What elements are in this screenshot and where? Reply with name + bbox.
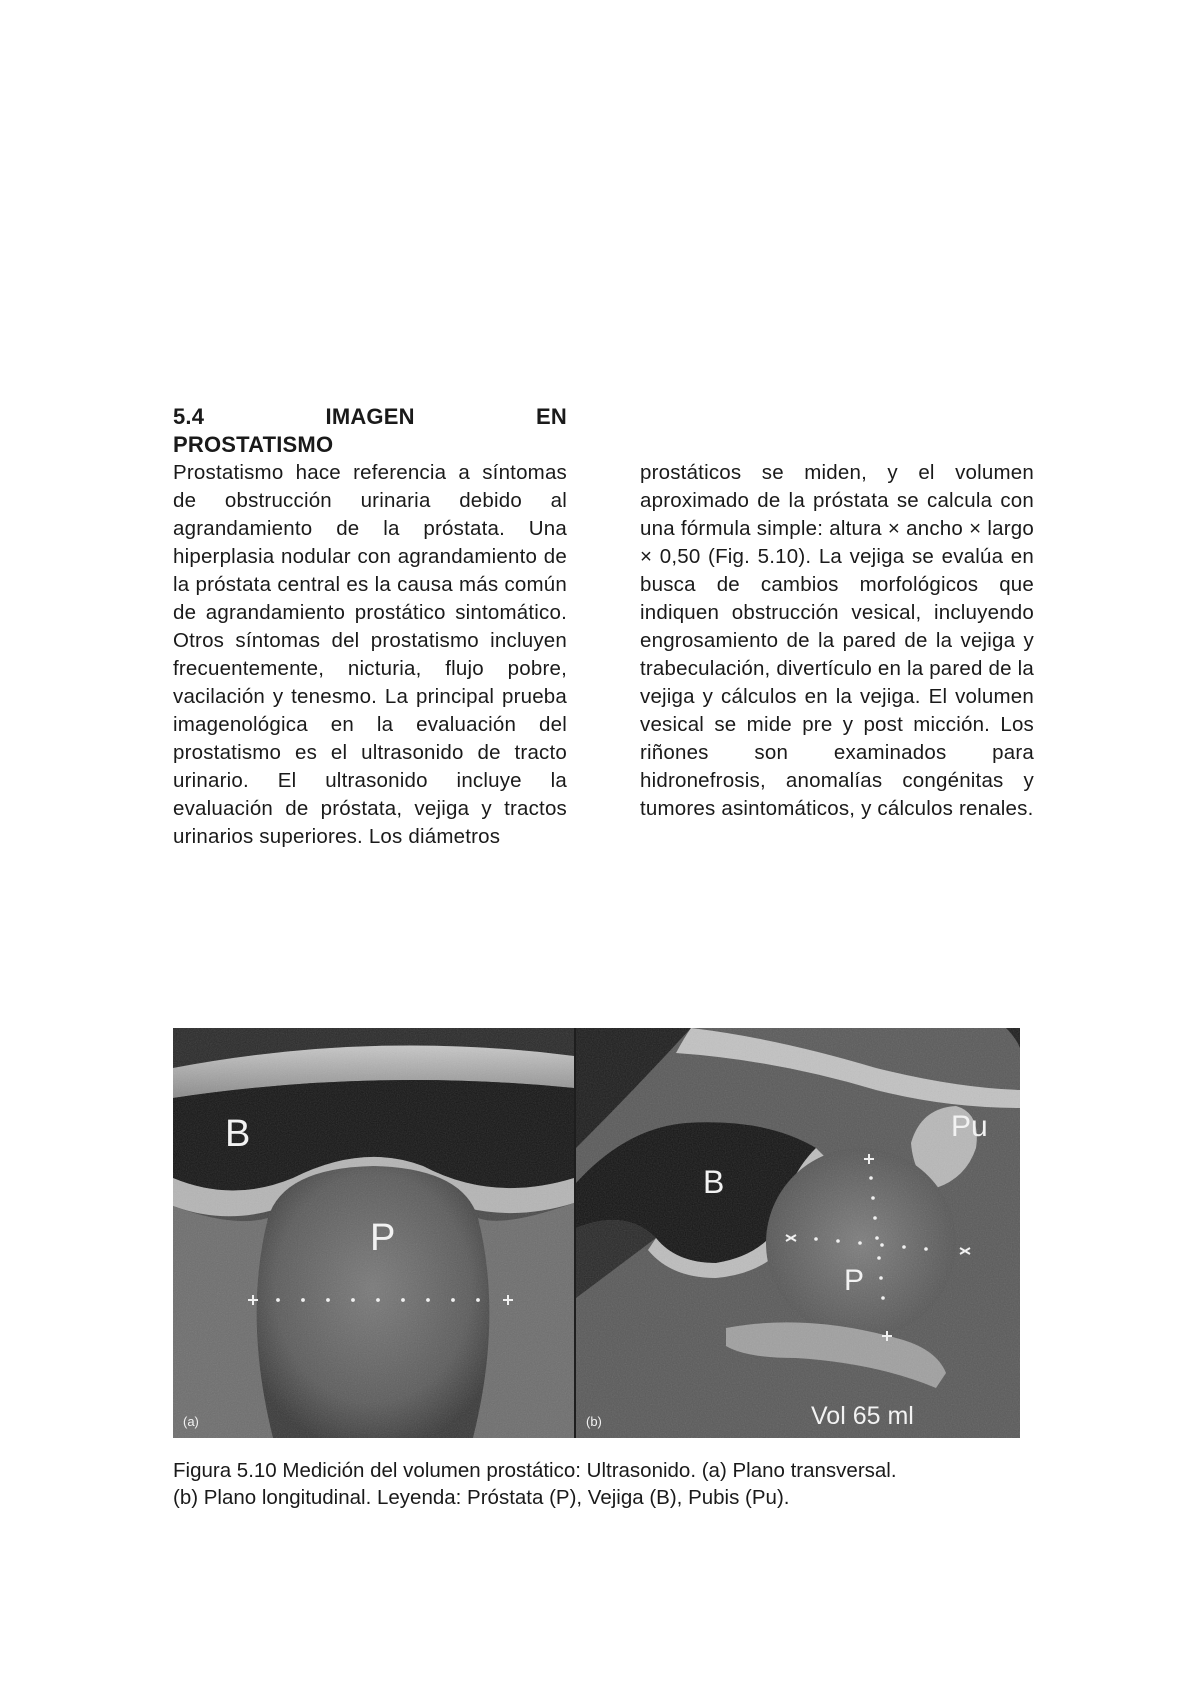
ultrasound-image-transverse	[173, 1028, 574, 1438]
bladder-label-a: B	[225, 1113, 251, 1155]
caption-line-1: Figura 5.10 Medición del volumen prostático: Ultrasonido. (a) Plano transversal.	[173, 1459, 897, 1482]
bladder-label-b: B	[703, 1164, 725, 1200]
body-paragraph-right: prostáticos se miden, y el volumen aproximado de la próstata se calcula con una fórmula simple: altura × ancho × largo × 0,50 (Fig. 5.10). La vejiga se evalúa en busca de cambios morfológicos que indiquen obstrucción vesical, incluyendo engrosamiento de la pared de la vejiga y trabeculación, divertículo en la pared de la vejiga y cálculos en la vejiga. El volumen vesical se mide pre y post micción. Los riñones son examinados para hidronefrosis, anomalías congénitas y tumores asintomáticos, y cálculos renales.	[640, 461, 1034, 820]
panel-label-b: (b)	[586, 1414, 602, 1429]
pubis-label: Pu	[951, 1110, 988, 1143]
prostate-label-b: P	[844, 1264, 865, 1297]
caption-line-2: (b) Plano longitudinal. Leyenda: Próstata (P), Vejiga (B), Pubis (Pu).	[173, 1486, 790, 1509]
panel-label-a: (a)	[183, 1414, 199, 1429]
volume-readout: Vol 65 ml	[811, 1402, 914, 1430]
prostate-label-a: P	[370, 1217, 396, 1259]
section-heading: 5.4 IMAGEN EN	[173, 404, 567, 429]
ultrasound-figure	[173, 1028, 1020, 1438]
body-paragraph-left: Prostatismo hace referencia a síntomas de obstrucción urinaria debido al agrandamiento de la próstata. Una hiperplasia nodular con agrandamiento de la próstata central es la causa más común de agrandamiento prostático sintomático. Otros síntomas del prostatismo incluyen frecuentemente, nicturia, flujo pobre, vacilación y tenesmo. La principal prueba imagenológica en la evaluación del prostatismo es el ultrasonido de tracto urinario. El ultrasonido incluye la evaluación de próstata, vejiga y tractos urinarios superiores. Los diámetros	[173, 461, 567, 848]
ultrasound-panel-longitudinal	[576, 1028, 1020, 1438]
ultrasound-panel-transverse	[173, 1028, 574, 1438]
right-text-column	[640, 459, 1034, 823]
figure-caption	[173, 1457, 1043, 1511]
ultrasound-image-longitudinal	[576, 1028, 1020, 1438]
section-heading-continued: PROSTATISMO	[173, 432, 334, 457]
left-text-column	[173, 403, 567, 851]
